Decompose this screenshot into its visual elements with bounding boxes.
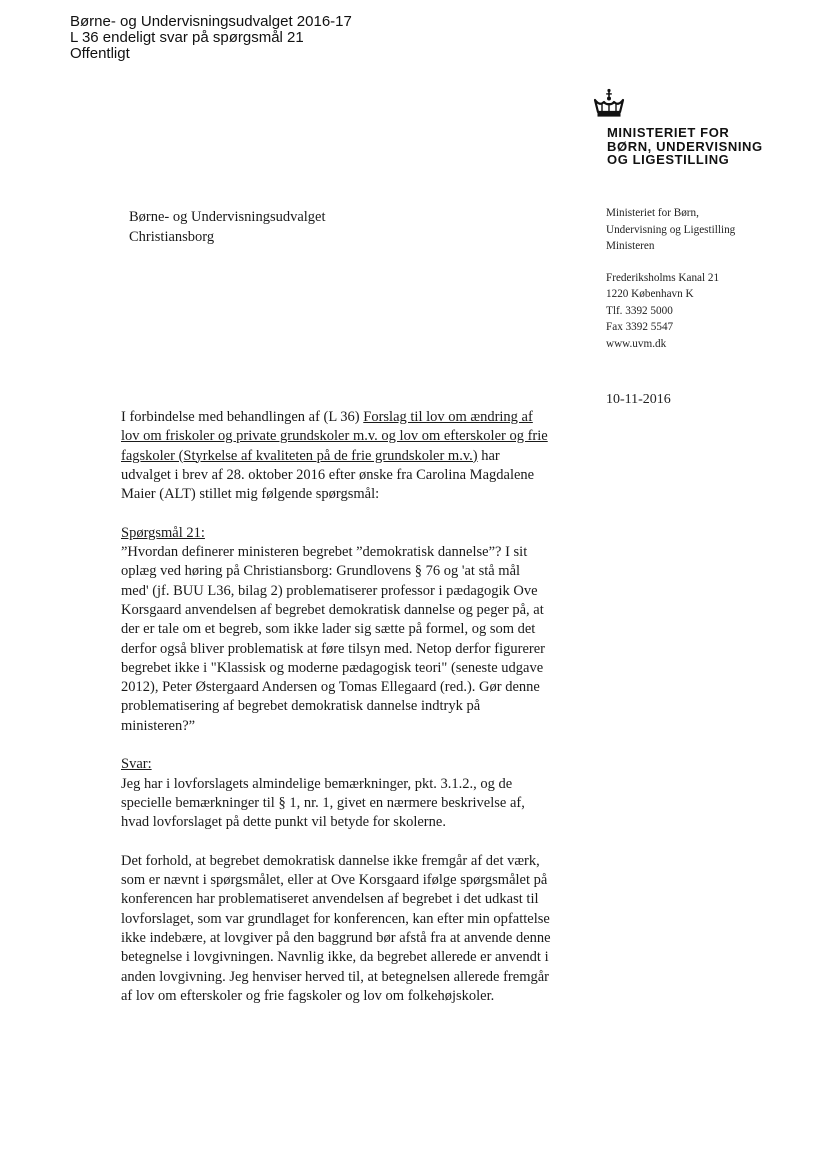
ministry-logo: [607, 126, 763, 167]
answer-heading: Svar:: [121, 756, 152, 773]
document-stamp: [70, 14, 352, 62]
stamp-committee: Børne- og Undervisningsudvalget 2016-17: [70, 13, 352, 30]
intro-lead: I forbindelse med behandlingen af (L 36): [121, 409, 364, 425]
intro-tail: har udvalget i brev af 28. oktober 2016 efter ønske fra Carolina Magdalene Maier (ALT) stillet mig følgende spørgsmål:: [121, 447, 535, 503]
question-text: ”Hvordan definerer ministeren begrebet ”demokratisk dannelse”? I sit oplæg ved høring på Christiansborg: Grundlovens § 76 og 'at stå mål med' (jf. BUU L36, bilag 2) problematiserer professor i pædagogik Ove Korsgaard anvendelsen af begrebet demokratisk dannelse og peger på, at der er tale om et begreb, som ikke lader sig sætte på formel, og som det derfor også bliver problematisk at føre tilsyn med. Netop derfor figurerer begrebet ikke i "Klassisk og moderne pædagogisk teori" (seneste udgave 2012), Peter Østergaard Andersen og Tomas Ellegaard (red.). Gør denne problematisering af begrebet demokratisk dannelse indtryk på ministeren?”: [121, 544, 545, 734]
recipient-location: Christiansborg: [129, 229, 215, 245]
question-heading: Spørgsmål 21:: [121, 524, 205, 541]
sender-fax: Fax 3392 5547: [606, 321, 674, 333]
stamp-reference: L 36 endeligt svar på spørgsmål 21: [70, 29, 304, 46]
crown-icon: [592, 88, 626, 120]
sender-website: www.uvm.dk: [606, 337, 667, 350]
intro-paragraph: [121, 408, 551, 504]
sender-street: Frederiksholms Kanal 21: [606, 271, 720, 284]
ministry-logo-line: BØRN, UNDERVISNING: [607, 138, 763, 154]
answer-paragraph: Det forhold, at begrebet demokratisk dannelse ikke fremgår af det værk, som er nævnt i spørgsmålet, eller at Ove Korsgaard ifølge spørgsmålet på konferencen har problematiseret anvendelsen af begrebet i det udkast til lovforslaget, som var grundlaget for konferencen, kan efter min opfattelse ikke indebære, at lovgiver på den baggrund bør afstå fra at anvende denne betegnelse i lovgivningen. Navnlig ikke, da begrebet allerede er anvendt i anden lovgivning. Jeg henviser herved til, at betegnelsen allerede fremgår af lov om efterskoler og frie fagskoler og lov om folkehøjskoler.: [121, 852, 551, 1004]
stamp-status: Offentligt: [70, 45, 130, 62]
recipient-name: Børne- og Undervisningsudvalget: [129, 209, 326, 225]
sender-block: [606, 205, 735, 352]
sender-role: Ministeren: [606, 240, 655, 252]
ministry-logo-line: OG LIGESTILLING: [607, 152, 730, 167]
sender-ministry: Ministeriet for Børn,: [606, 207, 699, 219]
letter-body: [121, 408, 551, 1026]
answer-paragraph: Jeg har i lovforslagets almindelige bemærkninger, pkt. 3.1.2., og de specielle bemærkninger til § 1, nr. 1, givet en nærmere beskrivelse af, hvad lovforslaget på dette punkt vil betyde for skolerne.: [121, 775, 525, 831]
answer-section: [121, 755, 551, 832]
sender-city: 1220 København K: [606, 288, 694, 300]
bill-title-link: Forslag til lov om ændring af lov om friskoler og private grundskoler m.v. og lov om efterskoler og frie fagskoler (Styrkelse af kvaliteten på de frie grundskoler m.v.): [121, 409, 548, 464]
question-section: [121, 524, 551, 736]
letter-date: 10-11-2016: [606, 392, 671, 407]
sender-ministry-cont: Undervisning og Ligestilling: [606, 223, 736, 236]
recipient-address: [129, 207, 326, 247]
ministry-logo-line: MINISTERIET FOR: [607, 125, 730, 140]
sender-phone: Tlf. 3392 5000: [606, 304, 673, 317]
